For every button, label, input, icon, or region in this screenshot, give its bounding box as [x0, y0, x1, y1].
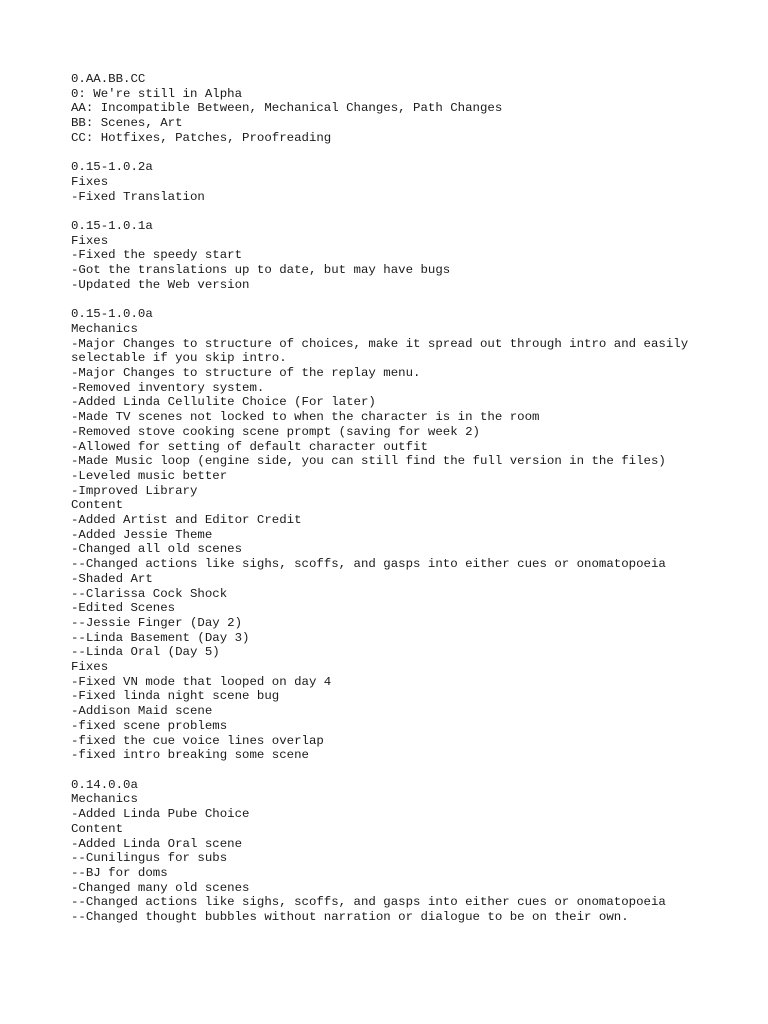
text-line: --Linda Oral (Day 5) [71, 645, 220, 660]
text-line: 0.AA.BB.CC [71, 72, 146, 86]
text-line: -Addison Maid scene [71, 704, 213, 719]
section-heading: Fixes [71, 660, 109, 675]
release-block-0-15-1-0-0a [71, 307, 751, 763]
text-line: -Removed inventory system. [71, 380, 265, 395]
section-heading: Mechanics [71, 321, 138, 336]
text-line: -Leveled music better [71, 468, 228, 483]
text-line: -Allowed for setting of default character outfit [71, 439, 428, 454]
text-line: --Linda Basement (Day 3) [71, 630, 250, 645]
text-line: --BJ for doms [71, 865, 168, 880]
section-heading: Fixes [71, 233, 109, 248]
text-line: -fixed scene problems [71, 718, 228, 733]
text-line: -Made TV scenes not locked to when the character is in the room [71, 410, 540, 425]
text-line: CC: Hotfixes, Patches, Proofreading [71, 130, 332, 145]
text-line: -Updated the Web version [71, 277, 250, 292]
text-line: -Added Artist and Editor Credit [71, 513, 302, 528]
release-block-0-15-1-0-2a [71, 160, 751, 204]
text-line: -Shaded Art [71, 571, 153, 586]
text-line: -Made Music loop (engine side, you can still find the full version in the files) [71, 454, 666, 469]
text-line: --Cunilingus for subs [71, 851, 228, 866]
text-line: --Changed actions like sighs, scoffs, and gasps into either cues or onomatopoeia [71, 895, 666, 910]
text-line: -Major Changes to structure of the replay menu. [71, 366, 421, 381]
text-line: 0: We're still in Alpha [71, 86, 243, 101]
text-line: -Fixed VN mode that looped on day 4 [71, 674, 332, 689]
text-line: -fixed the cue voice lines overlap [71, 733, 324, 748]
version-heading: 0.15-1.0.0a [71, 307, 153, 322]
section-heading: Fixes [71, 174, 109, 189]
text-line: BB: Scenes, Art [71, 116, 183, 131]
text-line: -Improved Library [71, 483, 198, 498]
version-heading: 0.15-1.0.1a [71, 219, 153, 233]
section-heading: Content [71, 821, 124, 836]
release-block-0-14-0-0a [71, 778, 751, 925]
text-line: -Added Jessie Theme [71, 527, 213, 542]
version-heading: 0.15-1.0.2a [71, 160, 153, 175]
text-line: -Edited Scenes [71, 601, 176, 616]
text-line: AA: Incompatible Between, Mechanical Changes, Path Changes [71, 101, 503, 116]
text-line: -Fixed Translation [71, 189, 205, 204]
version-scheme-block [71, 72, 751, 146]
text-line: -Major Changes to structure of choices, make it spread out through intro and easily selectable if you skip intro. [71, 336, 696, 366]
text-line: -Changed many old scenes [71, 880, 250, 895]
text-line: --Jessie Finger (Day 2) [71, 615, 243, 630]
text-line: -Fixed linda night scene bug [71, 689, 280, 704]
text-line: --Changed thought bubbles without narration or dialogue to be on their own. [71, 910, 629, 925]
text-line: -fixed intro breaking some scene [71, 748, 309, 763]
section-heading: Mechanics [71, 792, 138, 807]
text-line: -Removed stove cooking scene prompt (saving for week 2) [71, 424, 480, 439]
section-heading: Content [71, 498, 124, 513]
text-line: -Added Linda Oral scene [71, 836, 243, 851]
text-line: -Added Linda Cellulite Choice (For later) [71, 395, 376, 410]
text-line: -Added Linda Pube Choice [71, 807, 250, 822]
text-line: -Got the translations up to date, but may have bugs [71, 263, 451, 278]
changelog-document [71, 72, 751, 939]
release-block-0-15-1-0-1a [71, 219, 751, 293]
text-line: -Changed all old scenes [71, 542, 243, 557]
text-line: --Clarissa Cock Shock [71, 586, 228, 601]
text-line: -Fixed the speedy start [71, 248, 243, 263]
text-line: --Changed actions like sighs, scoffs, and gasps into either cues or onomatopoeia [71, 557, 666, 572]
version-heading: 0.14.0.0a [71, 777, 138, 792]
